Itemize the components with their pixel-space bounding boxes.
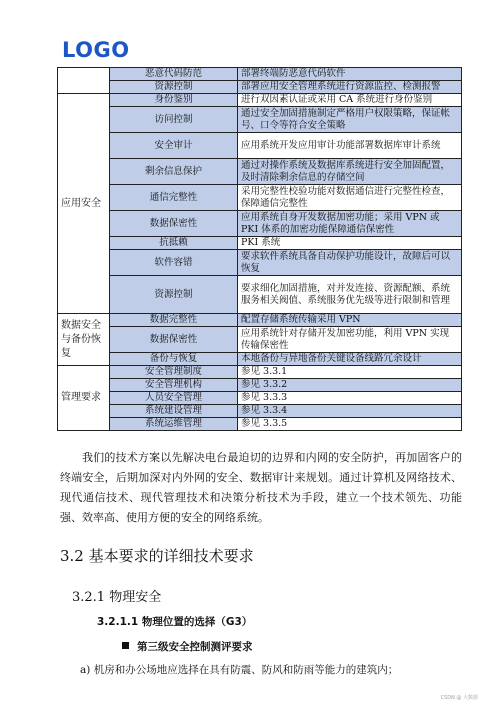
table-row [58,276,462,314]
bullet-item [122,639,253,654]
logo: LOGO [62,38,130,62]
section-heading-3-2: 3.2 基本要求的详细技术要求 [60,547,254,565]
desc-cell: 进行双因素认证或采用 CA 系统进行身份鉴别 [238,94,462,107]
item-cell: 资源控制 [110,81,238,94]
body-paragraph: 我们的技术方案以先解决电台最迫切的边界和内网的安全防护，再加固客户的终端安全，后期加深对内外网的安全、数据审计来规划。通过计算机及网络技术、现代通信技术、现代管理技术和决策分析技术为手段，建立一个技术领先、功能强、效率高、使用方便的安全的网络系统。 [60,451,462,524]
category-cell: 管理要求 [58,366,110,431]
list-item-a: a) 机房和办公场地应选择在具有防震、防风和防雨等能力的建筑内； [80,664,399,676]
desc-cell: 要求软件系统具备自动保护功能设计，故障后可以恢复 [238,250,462,276]
item-cell: 身份鉴别 [110,94,238,107]
table-row [58,107,462,133]
desc-cell: 参见 3.3.5 [238,418,462,431]
desc-cell: 参见 3.3.4 [238,405,462,418]
item-cell: 安全审计 [110,133,238,159]
item-cell: 数据完整性 [110,314,238,327]
table-row [58,81,462,94]
watermark: CSDN @ 大数据 [440,695,478,701]
table-row [58,68,462,81]
desc-cell: 参见 3.3.3 [238,392,462,405]
desc-cell: 应用系统开发应用审计功能部署数据库审计系统 [238,133,462,159]
item-cell: 系统建设管理 [110,405,238,418]
item-cell: 人员安全管理 [110,392,238,405]
table-row [58,159,462,185]
item-cell: 资源控制 [110,276,238,314]
item-cell: 通信完整性 [110,185,238,211]
item-cell: 数据保密性 [110,327,238,353]
desc-cell: 参见 3.3.2 [238,379,462,392]
bullet-text: 第三级安全控制测评要求 [137,641,253,653]
table-row [58,327,462,353]
section-heading-3-2-1: 3.2.1 物理安全 [72,590,162,605]
category-cell: 数据安全与备份恢复 [58,314,110,366]
table-row [58,237,462,250]
table-row [58,133,462,159]
item-cell: 数据保密性 [110,211,238,237]
item-cell: 抗抵赖 [110,237,238,250]
desc-cell: 通过安全加固措施制定严格用户权限策略，保证帐号、口令等符合安全策略 [238,107,462,133]
table-row [58,250,462,276]
desc-cell: 配置存储系统传输采用 VPN [238,314,462,327]
table-row [58,353,462,366]
desc-cell: 通过对操作系统及数据库系统进行安全加固配置，及时清除剩余信息的存储空间 [238,159,462,185]
desc-cell: 采用完整性校验功能对数据通信进行完整性检查，保障通信完整性 [238,185,462,211]
table-row [58,211,462,237]
item-cell: 恶意代码防范 [110,68,238,81]
item-cell: 访问控制 [110,107,238,133]
section-heading-3-2-1-1: 3.2.1.1 物理位置的选择（G3） [97,616,253,628]
desc-cell: 应用系统针对存储开发加密功能，利用 VPN 实现传输保密性 [238,327,462,353]
desc-cell: 应用系统自身开发数据加密功能；采用 VPN 或 PKI 体系的加密功能保障通信保密性 [238,211,462,237]
category-cell [58,68,110,94]
desc-cell: 要求细化加固措施，对并发连接、资源配额、系统服务相关阀值、系统服务优先级等进行限制和管理 [238,276,462,314]
item-cell: 备份与恢复 [110,353,238,366]
item-cell: 安全管理制度 [110,366,238,379]
item-cell: 安全管理机构 [110,379,238,392]
table-row [58,366,462,379]
table-row [58,405,462,418]
item-cell: 软件容错 [110,250,238,276]
category-cell: 应用安全 [58,94,110,314]
table-row [58,418,462,431]
table-row [58,94,462,107]
desc-cell: PKI 系统 [238,237,462,250]
requirements-table [57,67,462,431]
desc-cell: 部署终端防恶意代码软件 [238,68,462,81]
desc-cell: 参见 3.3.1 [238,366,462,379]
item-cell: 剩余信息保护 [110,159,238,185]
table-row [58,379,462,392]
square-bullet-icon [122,642,129,649]
table-row [58,314,462,327]
table-row [58,185,462,211]
item-cell: 系统运维管理 [110,418,238,431]
desc-cell: 本地备份与异地备份关键设备线路冗余设计 [238,353,462,366]
desc-cell: 部署应用安全管理系统进行资源监控、检测报警 [238,81,462,94]
table-row [58,392,462,405]
